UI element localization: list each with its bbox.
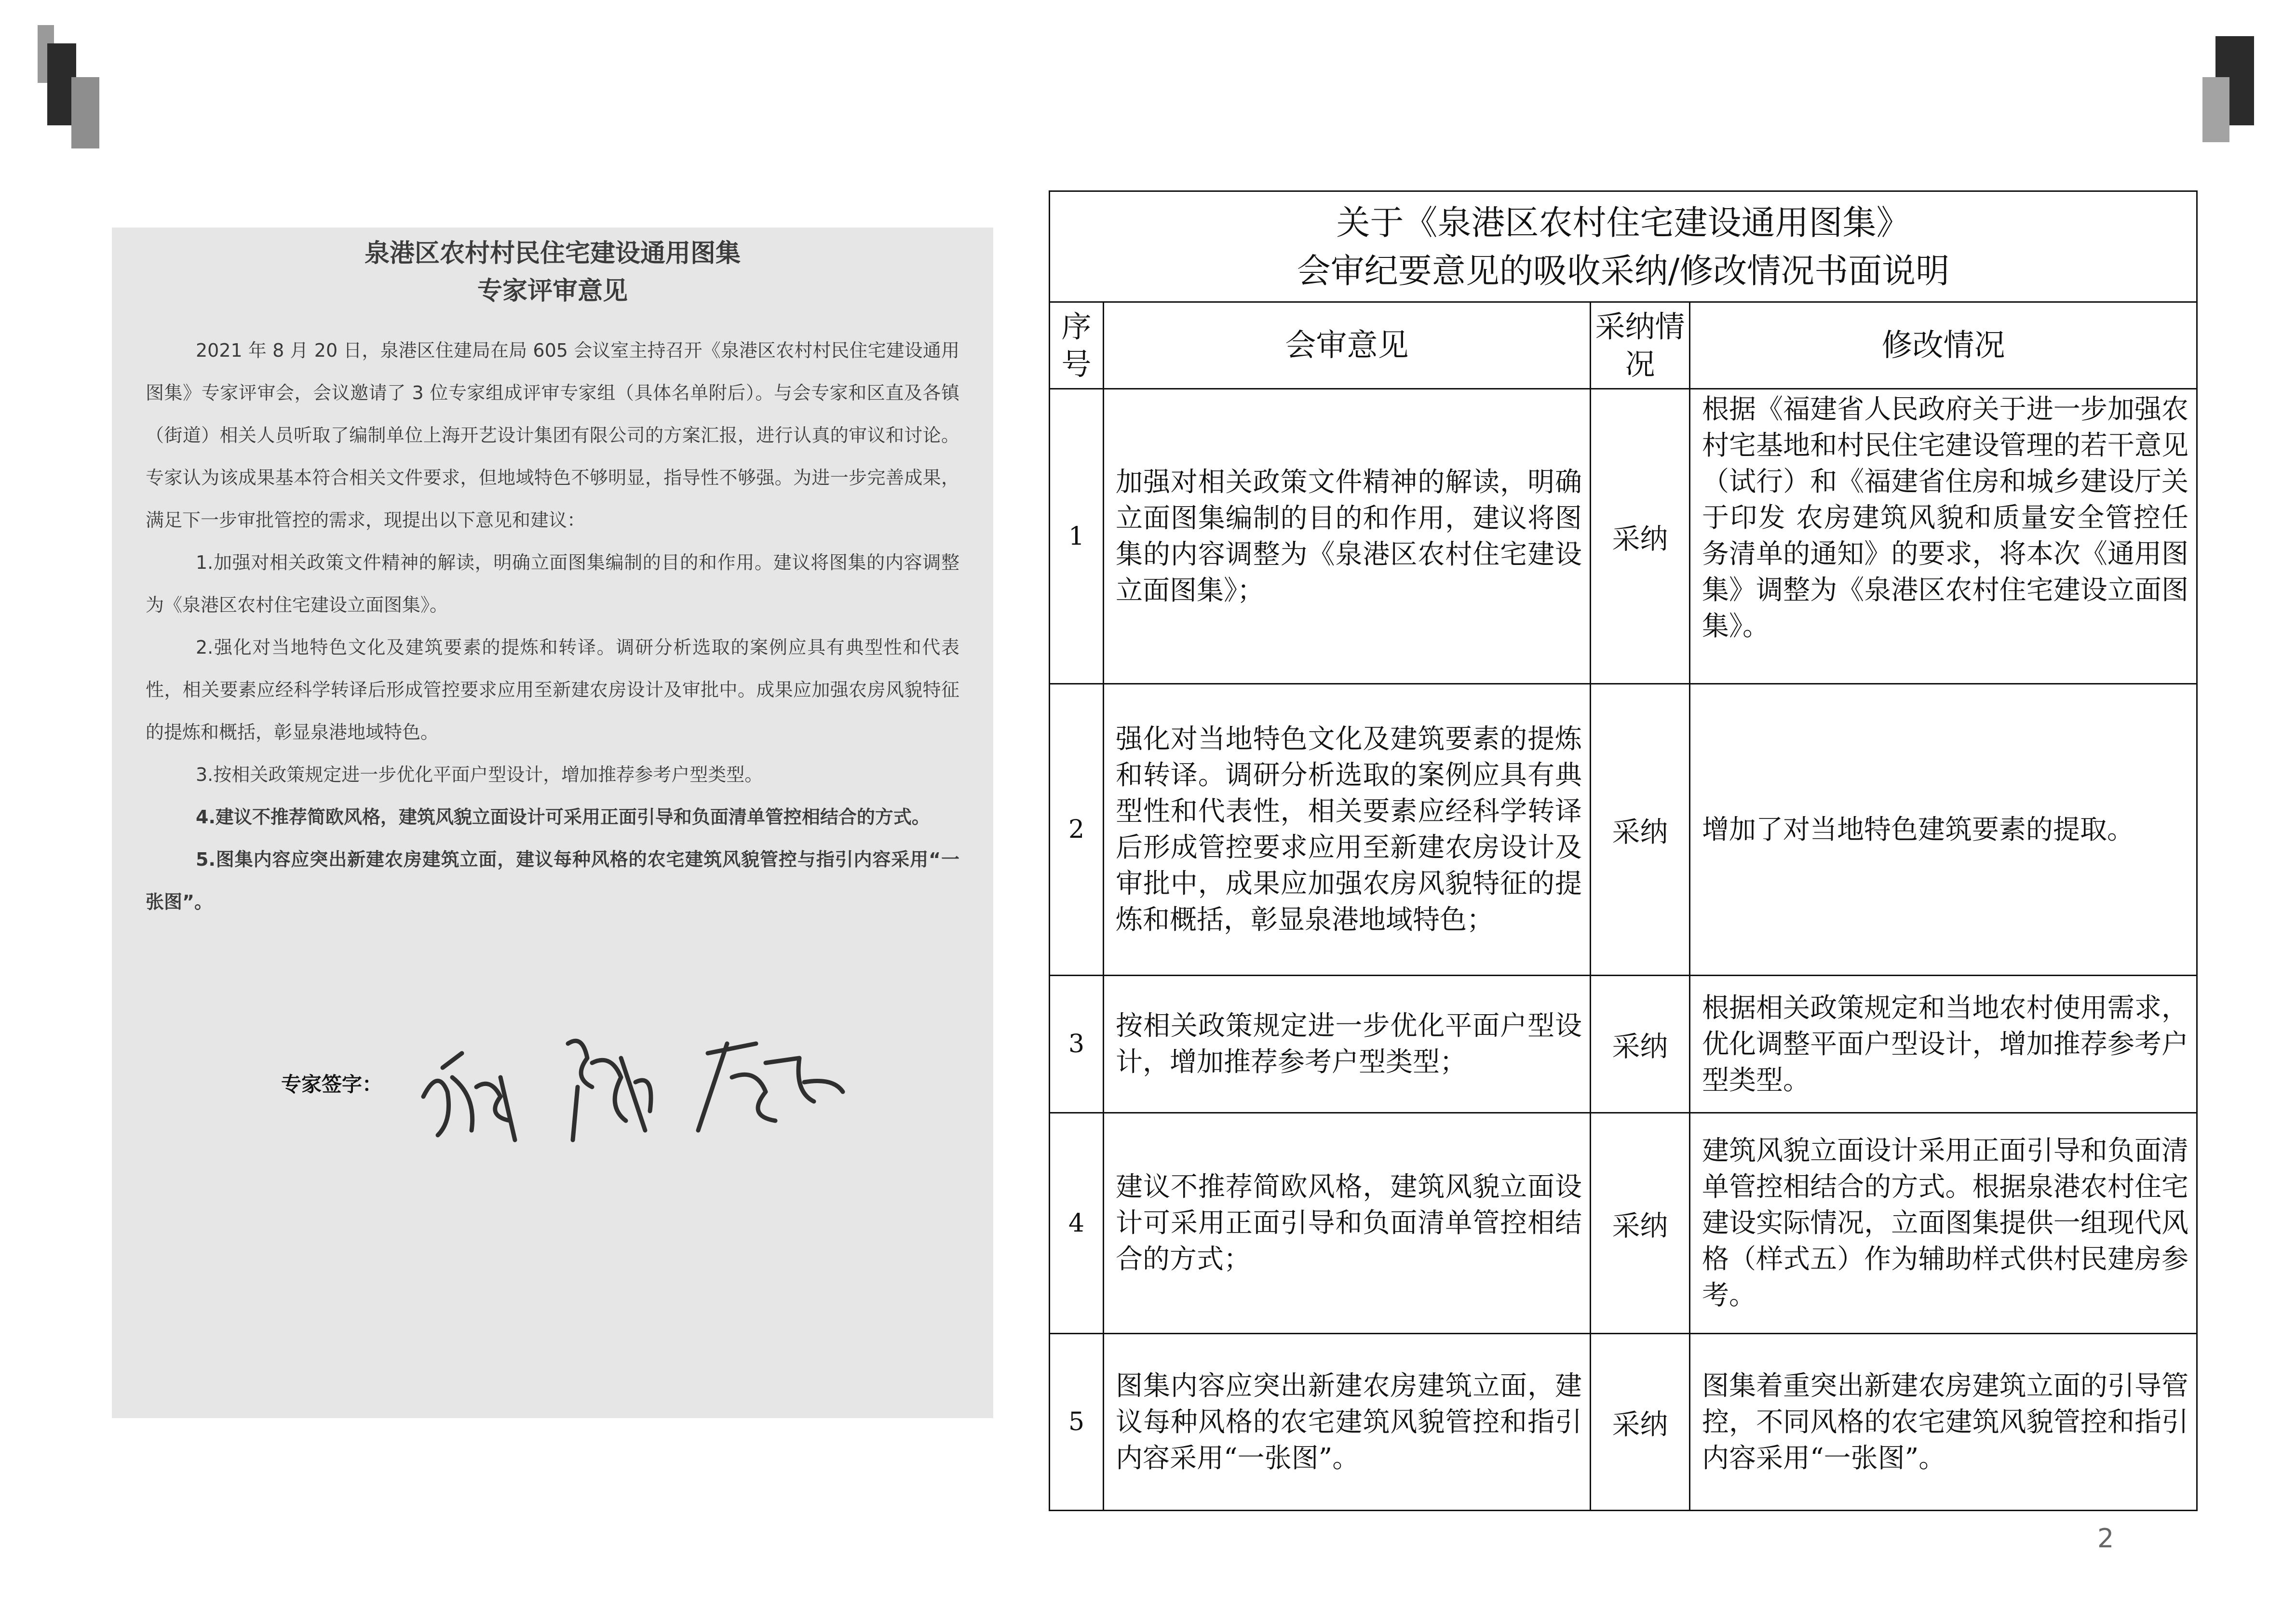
row-opinion: 强化对当地特色文化及建筑要素的提炼和转译。调研分析选取的案例应具有典型性和代表性，相关要素应经科学转译后形成管控要求应用至新建农房设计及审批中，成果应加强农房风貌特征的提炼和概括，彰显泉港地域特色； xyxy=(1104,684,1591,976)
table-title-line2: 会审纪要意见的吸收采纳/修改情况书面说明 xyxy=(1297,251,1950,291)
scan-title: 泉港区农村村民住宅建设通用图集 xyxy=(364,239,741,268)
scan-item: 5.图集内容应突出新建农房建筑立面，建议每种风格的农宅建筑风貌管控与指引内容采用“一张图”。 xyxy=(146,849,959,912)
row-seq: 2 xyxy=(1050,684,1104,976)
table-row xyxy=(1050,1334,2197,1511)
row-seq: 5 xyxy=(1050,1334,1104,1511)
row-adopted: 采纳 xyxy=(1591,684,1690,976)
header-seq: 序号 xyxy=(1050,302,1104,389)
corner-decoration xyxy=(71,77,99,148)
row-seq: 3 xyxy=(1050,976,1104,1113)
scan-subtitle: 专家评审意见 xyxy=(477,277,628,306)
row-adopted: 采纳 xyxy=(1591,389,1690,684)
row-opinion: 加强对相关政策文件精神的解读，明确立面图集编制的目的和作用，建议将图集的内容调整为《泉港区农村住宅建设立面图集》； xyxy=(1104,389,1591,684)
table-row xyxy=(1050,389,2197,684)
row-adopted: 采纳 xyxy=(1591,976,1690,1113)
scan-item: 4.建议不推荐简欧风格，建筑风貌立面设计可采用正面引导和负面清单管控相结合的方式。 xyxy=(196,806,930,828)
table-title xyxy=(1050,191,2197,302)
response-table xyxy=(1049,190,2198,1511)
corner-decoration xyxy=(2202,77,2229,142)
header-opinion: 会审意见 xyxy=(1104,302,1591,389)
header-adopted: 采纳情况 xyxy=(1591,302,1690,389)
table-title-line1: 关于《泉港区农村住宅建设通用图集》 xyxy=(1336,202,1910,242)
signature-area xyxy=(168,1015,843,1159)
row-revision: 建筑风貌立面设计采用正面引导和负面清单管控相结合的方式。根据泉港农村住宅建设实际情况，立面图集提供一组现代风格（样式五）作为辅助样式供村民建房参考。 xyxy=(1690,1113,2197,1334)
scan-item: 3.按相关政策规定进一步优化平面户型设计，增加推荐参考户型类型。 xyxy=(196,764,763,785)
scan-item: 1.加强对相关政策文件精神的解读，明确立面图集编制的目的和作用。建议将图集的内容调整为《泉港区农村住宅建设立面图集》。 xyxy=(146,552,959,616)
row-revision: 根据《福建省人民政府关于进一步加强农村宅基地和村民住宅建设管理的若干意见（试行）和《福建省住房和城乡建设厅关于印发 农房建筑风貌和质量安全管控任务清单的通知》的要求，将本次《通用图集》调整为《泉港区农村住宅建设立面图集》。 xyxy=(1690,389,2197,684)
scan-intro-paragraph: 2021 年 8 月 20 日，泉港区住建局在局 605 会议室主持召开《泉港区农村村民住宅建设通用图集》专家评审会，会议邀请了 3 位专家组成评审专家组（具体名单附后）。与会专家和区直及各镇（街道）相关人员听取了编制单位上海开艺设计集团有限公司的方案汇报，进行认真的审议和讨论。专家认为该成果基本符合相关文件要求，但地域特色不够明显，指导性不够强。为进一步完善成果，满足下一步审批管控的需求，现提出以下意见和建议： xyxy=(146,340,959,531)
table-row xyxy=(1050,684,2197,976)
row-revision: 图集着重突出新建农房建筑立面的引导管控，不同风格的农宅建筑风貌管控和指引内容采用“一张图”。 xyxy=(1690,1334,2197,1511)
row-opinion: 按相关政策规定进一步优化平面户型设计，增加推荐参考户型类型； xyxy=(1104,976,1591,1113)
row-seq: 4 xyxy=(1050,1113,1104,1334)
table-row xyxy=(1050,976,2197,1113)
row-adopted: 采纳 xyxy=(1591,1113,1690,1334)
signature-label: 专家签字： xyxy=(281,1073,383,1096)
page-number: 2 xyxy=(2097,1523,2114,1554)
scan-item: 2.强化对当地特色文化及建筑要素的提炼和转译。调研分析选取的案例应具有典型性和代表性，相关要素应经科学转译后形成管控要求应用至新建农房设计及审批中。成果应加强农房风貌特征的提炼和概括，彰显泉港地域特色。 xyxy=(146,637,959,743)
row-opinion: 建议不推荐简欧风格，建筑风貌立面设计可采用正面引导和负面清单管控相结合的方式； xyxy=(1104,1113,1591,1334)
row-revision: 根据相关政策规定和当地农村使用需求，优化调整平面户型设计，增加推荐参考户型类型。 xyxy=(1690,976,2197,1113)
row-revision: 增加了对当地特色建筑要素的提取。 xyxy=(1690,684,2197,976)
response-table-container xyxy=(1049,190,2196,1511)
handwritten-signature xyxy=(419,1024,852,1150)
row-adopted: 采纳 xyxy=(1591,1334,1690,1511)
row-opinion: 图集内容应突出新建农房建筑立面，建议每种风格的农宅建筑风貌管控和指引内容采用“一张图”。 xyxy=(1104,1334,1591,1511)
table-row xyxy=(1050,1113,2197,1334)
row-seq: 1 xyxy=(1050,389,1104,684)
expert-review-scan xyxy=(112,228,993,1418)
header-revision: 修改情况 xyxy=(1690,302,2197,389)
